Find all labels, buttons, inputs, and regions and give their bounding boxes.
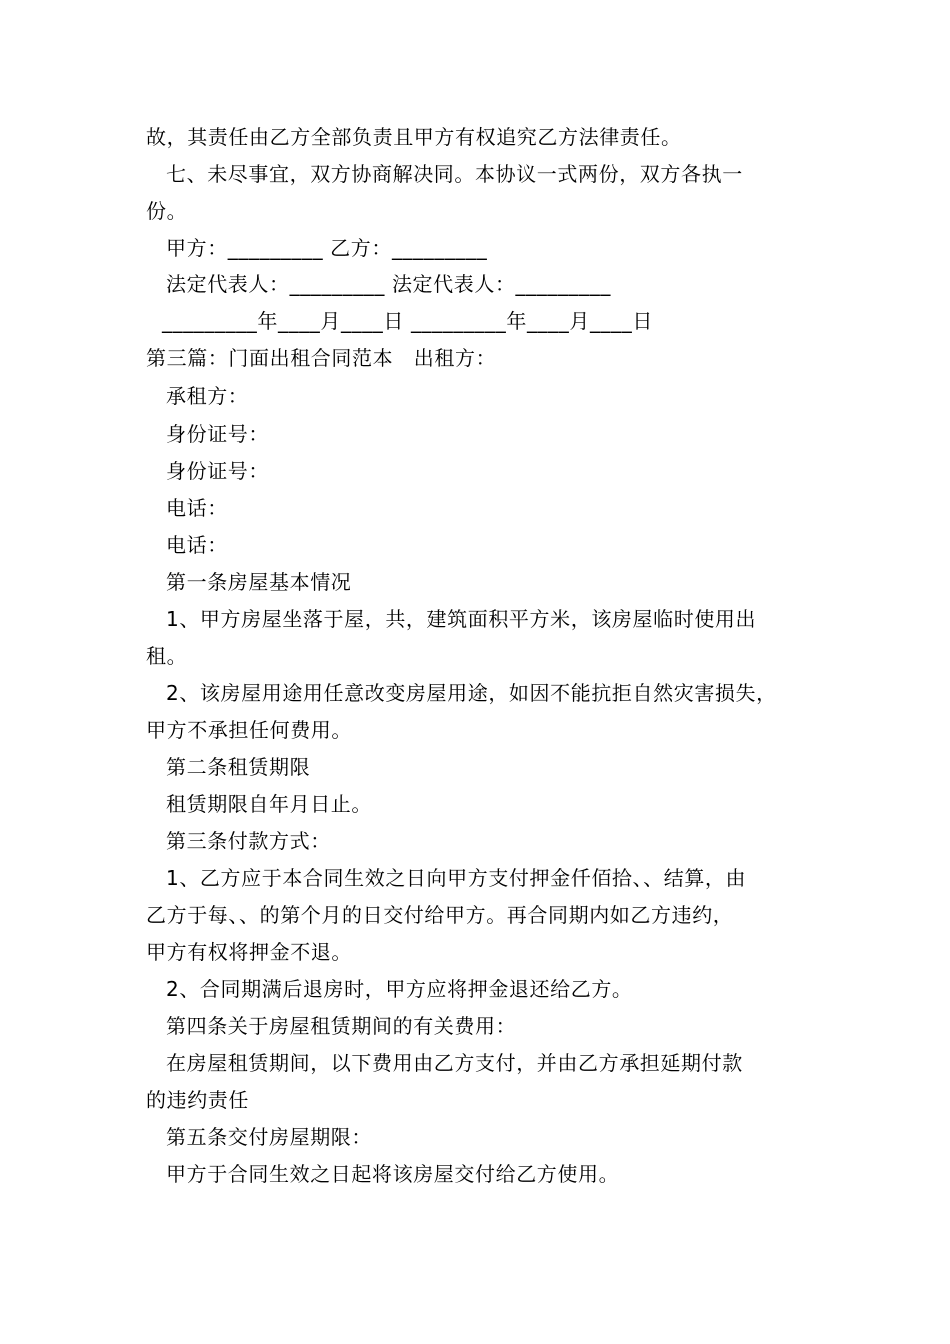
article-heading: 第三条付款方式： (166, 829, 331, 853)
text-line: 1、甲方房屋坐落于屋，共，建筑面积平方米，该房屋临时使用出 (166, 607, 757, 631)
article-heading: 第五条交付房屋期限： (166, 1125, 372, 1149)
text-line: 故，其责任由乙方全部负责且甲方有权追究乙方法律责任。 (146, 125, 682, 149)
text-line: 乙方于每、、的第个月的日交付给甲方。再合同期内如乙方违约， (146, 903, 734, 927)
text-line: 份。 (146, 199, 188, 223)
section-heading: 第三篇：门面出租合同范本 出租方： (146, 346, 497, 370)
text-line: 2、该房屋用途用任意改变房屋用途，如因不能抗拒自然灾害损失， (166, 681, 777, 705)
text-line: 身份证号： (166, 459, 269, 483)
signature-line-representatives: 法定代表人：_________ 法定代表人：_________ (166, 272, 611, 296)
signature-line-parties: 甲方：_________ 乙方：_________ (166, 236, 488, 260)
text-line: 甲方不承担任何费用。 (146, 718, 352, 742)
text-line: 的违约责任 (146, 1088, 249, 1112)
signature-line-dates: _________年____月____日 _________年____月____日 (162, 309, 653, 333)
text-line: 在房屋租赁期间，以下费用由乙方支付，并由乙方承担延期付款 (166, 1051, 743, 1075)
article-heading: 第四条关于房屋租赁期间的有关费用： (166, 1014, 517, 1038)
article-heading: 第二条租赁期限 (166, 755, 311, 779)
text-line: 电话： (166, 533, 228, 557)
text-line: 承租方： (166, 384, 249, 408)
text-line: 甲方有权将押金不退。 (146, 940, 352, 964)
article-heading: 第一条房屋基本情况 (166, 570, 352, 594)
text-line: 身份证号： (166, 422, 269, 446)
text-line: 电话： (166, 496, 228, 520)
text-line: 租。 (146, 644, 188, 668)
text-line: 甲方于合同生效之日起将该房屋交付给乙方使用。 (166, 1162, 620, 1186)
text-line: 租赁期限自年月日止。 (166, 792, 372, 816)
text-line: 1、乙方应于本合同生效之日向甲方支付押金仟佰拾、、结算，由 (166, 866, 747, 890)
text-line: 2、合同期满后退房时，甲方应将押金退还给乙方。 (166, 977, 633, 1001)
text-line: 七、未尽事宜，双方协商解决同。本协议一式两份，双方各执一 (166, 162, 743, 186)
